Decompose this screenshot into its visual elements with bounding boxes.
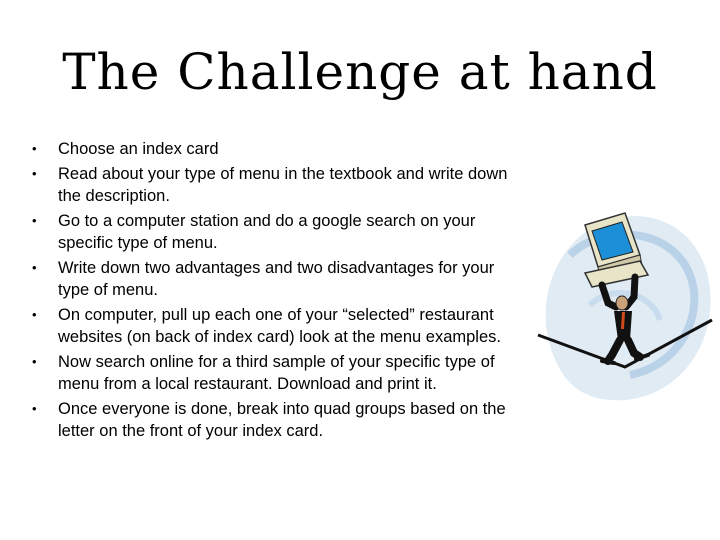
bullet-item: [30, 351, 522, 396]
bullet-icon: •: [32, 259, 37, 275]
slide-title: The Challenge at hand: [62, 43, 658, 101]
bullet-icon: •: [32, 141, 37, 156]
bullet-icon: •: [32, 212, 37, 228]
bullet-item: [30, 210, 522, 255]
bullet-text: On computer, pull up each one of your “selected” restaurant websites (on back of index card) look at the menu examples.: [58, 305, 501, 346]
bullet-item: [30, 257, 522, 302]
bullet-item: [30, 138, 522, 161]
bullet-item: [30, 304, 522, 349]
bullet-text: Go to a computer station and do a google search on your specific type of menu.: [58, 211, 476, 252]
bullet-text: Choose an index card: [58, 140, 219, 158]
bullet-icon: •: [32, 165, 37, 181]
bullet-icon: •: [32, 306, 37, 322]
bullet-text: Now search online for a third sample of your specific type of menu from a local restaurant. Download and print it.: [58, 352, 495, 393]
bullet-text: Write down two advantages and two disadvantages for your type of menu.: [58, 258, 495, 299]
bullet-item: [30, 398, 522, 443]
bullet-text: Read about your type of menu in the textbook and write down the description.: [58, 164, 508, 205]
bullet-icon: •: [32, 400, 37, 416]
bullet-icon: •: [32, 353, 37, 369]
bullet-list: [30, 138, 522, 445]
bullet-text: Once everyone is done, break into quad groups based on the letter on the front of your index card.: [58, 399, 506, 440]
man-balancing-computer-on-tightrope-icon: [530, 195, 715, 415]
bullet-item: [30, 163, 522, 208]
